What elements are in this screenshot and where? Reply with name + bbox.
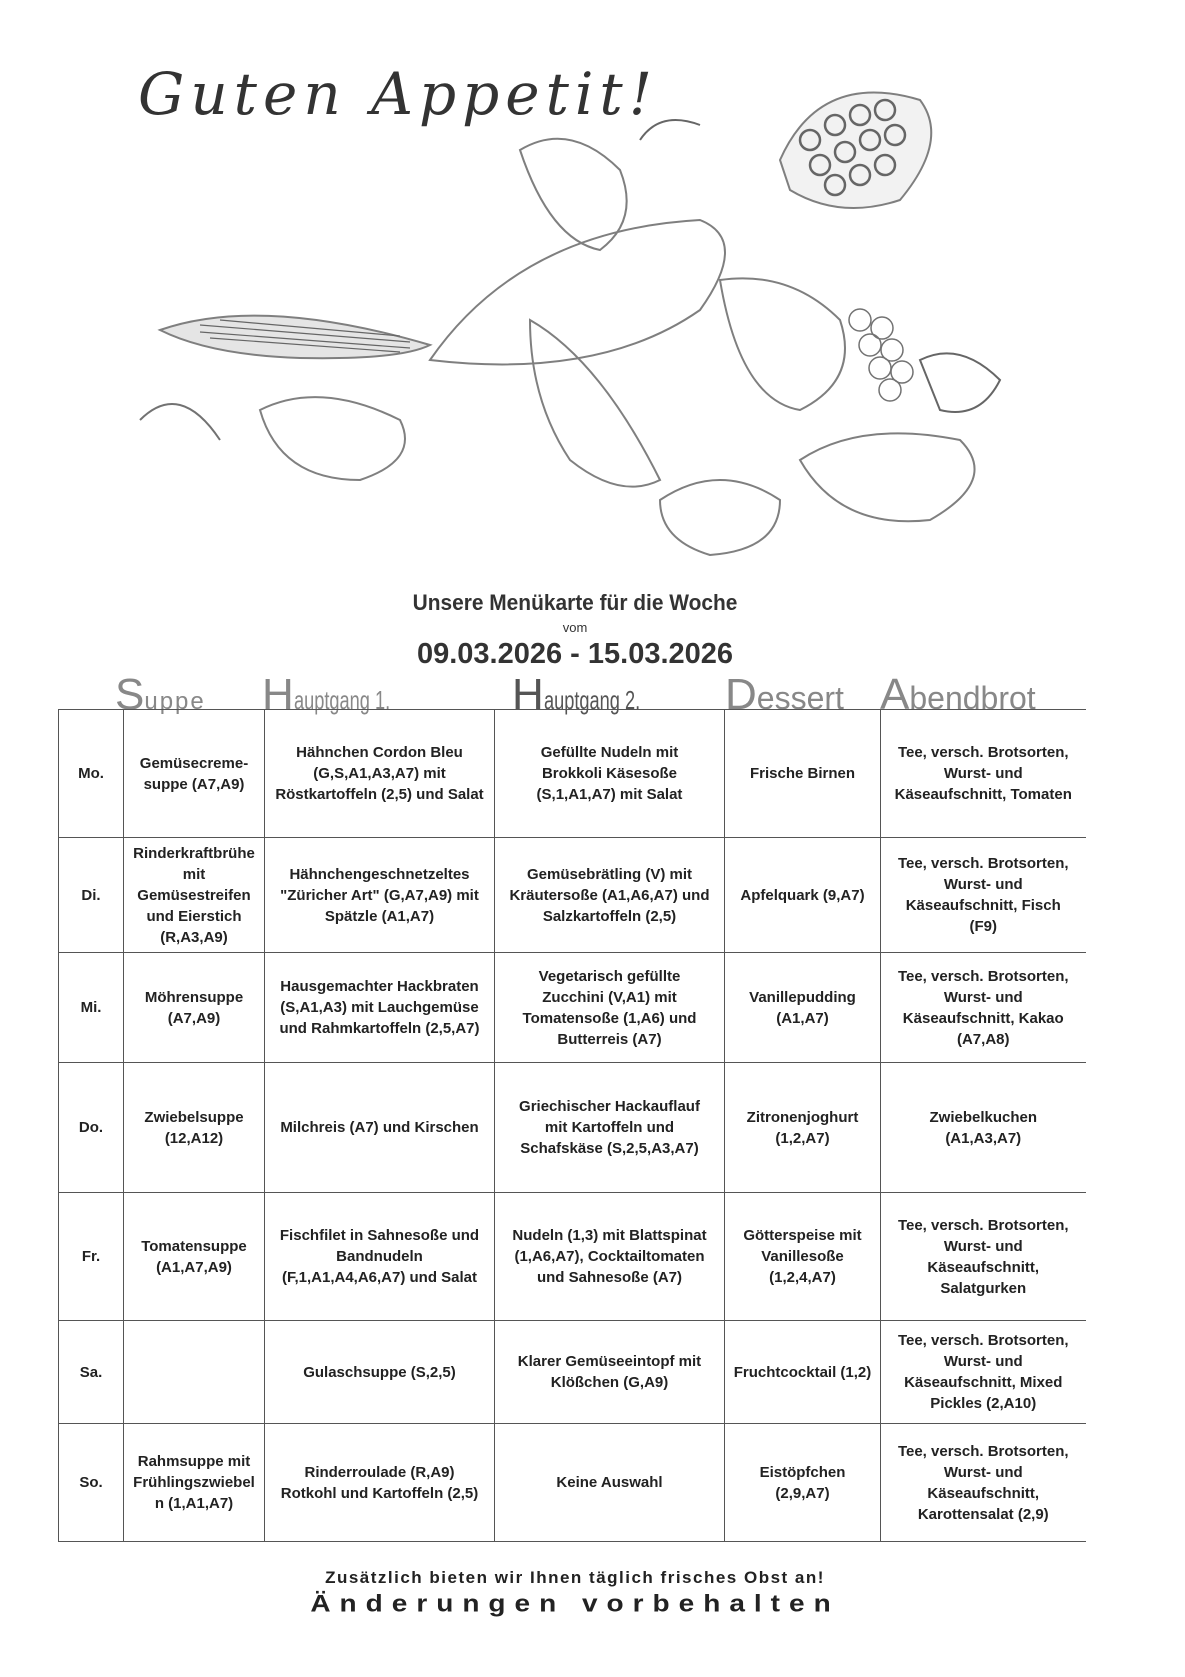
day-cell: Mi. (59, 953, 124, 1063)
table-row (59, 1063, 1086, 1193)
abendbrot-cell: Tee, versch. Brotsorten, Wurst- und Käseaufschnitt, Mixed Pickles (2,A10) (881, 1321, 1086, 1424)
day-cell: Mo. (59, 710, 124, 838)
haupt2-cell: Klarer Gemüseeintopf mit Klößchen (G,A9) (495, 1321, 725, 1424)
column-header-abendbrot: Abendbrot (880, 670, 1036, 719)
dessert-cell: Vanillepudding (A1,A7) (725, 953, 881, 1063)
table-row (59, 953, 1086, 1063)
column-header-dessert: Dessert (725, 670, 844, 719)
suppe-cell: Rahmsuppe mit Frühlingszwiebel n (1,A1,A7) (124, 1424, 265, 1542)
haupt2-cell: Keine Auswahl (495, 1424, 725, 1542)
dessert-cell: Frische Birnen (725, 710, 881, 838)
menu-table (58, 709, 1086, 1542)
abendbrot-cell: Tee, versch. Brotsorten, Wurst- und Käseaufschnitt, Karottensalat (2,9) (881, 1424, 1086, 1542)
haupt1-cell: Fischfilet in Sahnesoße und Bandnudeln (F,1,A1,A4,A6,A7) und Salat (265, 1193, 495, 1321)
suppe-cell: Gemüsecreme- suppe (A7,A9) (124, 710, 265, 838)
date-range: 09.03.2026 - 15.03.2026 (416, 638, 734, 670)
haupt1-cell: Hähnchen Cordon Bleu (G,S,A1,A3,A7) mit Röstkartoffeln (2,5) und Salat (265, 710, 495, 838)
day-cell: Do. (59, 1063, 124, 1193)
day-cell: Fr. (59, 1193, 124, 1321)
suppe-cell: Rinderkraftbrühe mit Gemüsestreifen und Eierstich (R,A3,A9) (124, 838, 265, 953)
table-row (59, 1193, 1086, 1321)
haupt2-cell: Gemüsebrätling (V) mit Kräutersoße (A1,A6,A7) und Salzkartoffeln (2,5) (495, 838, 725, 953)
haupt1-cell: Hähnchengeschnetzeltes "Züricher Art" (G,A7,A9) mit Spätzle (A1,A7) (265, 838, 495, 953)
dessert-cell: Eistöpfchen (2,9,A7) (725, 1424, 881, 1542)
disclaimer: Änderungen vorbehalten (310, 1590, 840, 1617)
table-row (59, 710, 1086, 838)
greeting-title: Guten Appetit! (138, 60, 659, 128)
haupt1-cell: Gulaschsuppe (S,2,5) (265, 1321, 495, 1424)
day-cell: Di. (59, 838, 124, 953)
dessert-cell: Fruchtcocktail (1,2) (725, 1321, 881, 1424)
haupt2-cell: Vegetarisch gefüllte Zucchini (V,A1) mit Tomatensoße (1,A6) und Butterreis (A7) (495, 953, 725, 1063)
suppe-cell: Möhrensuppe (A7,A9) (124, 953, 265, 1063)
column-header-hauptgang-1: Hauptgang 1. (262, 670, 390, 719)
menu-title: Unsere Menükarte für die Woche (412, 590, 738, 615)
suppe-cell (124, 1321, 265, 1424)
abendbrot-cell: Zwiebelkuchen (A1,A3,A7) (881, 1063, 1086, 1193)
dessert-cell: Zitronenjoghurt (1,2,A7) (725, 1063, 881, 1193)
vegetables-illustration-icon (100, 80, 1060, 570)
haupt2-cell: Gefüllte Nudeln mit Brokkoli Käsesoße (S,1,A1,A7) mit Salat (495, 710, 725, 838)
table-row (59, 838, 1086, 953)
abendbrot-cell: Tee, versch. Brotsorten, Wurst- und Käseaufschnitt, Kakao (A7,A8) (881, 953, 1086, 1063)
column-header-suppe: Suppe (115, 670, 206, 719)
haupt1-cell: Rinderroulade (R,A9) Rotkohl und Kartoffeln (2,5) (265, 1424, 495, 1542)
abendbrot-cell: Tee, versch. Brotsorten, Wurst- und Käseaufschnitt, Tomaten (881, 710, 1086, 838)
vom-label: vom (562, 620, 588, 635)
dessert-cell: Apfelquark (9,A7) (725, 838, 881, 953)
day-cell: So. (59, 1424, 124, 1542)
haupt2-cell: Griechischer Hackauflauf mit Kartoffeln und Schafskäse (S,2,5,A3,A7) (495, 1063, 725, 1193)
haupt2-cell: Nudeln (1,3) mit Blattspinat (1,A6,A7), Cocktailtomaten und Sahnesoße (A7) (495, 1193, 725, 1321)
abendbrot-cell: Tee, versch. Brotsorten, Wurst- und Käseaufschnitt, Salatgurken (881, 1193, 1086, 1321)
suppe-cell: Tomatensuppe (A1,A7,A9) (124, 1193, 265, 1321)
column-header-hauptgang-2: Hauptgang 2. (512, 670, 640, 719)
table-row (59, 1424, 1086, 1542)
day-cell: Sa. (59, 1321, 124, 1424)
fruit-note: Zusätzlich bieten wir Ihnen täglich frisches Obst an! (325, 1568, 825, 1587)
suppe-cell: Zwiebelsuppe (12,A12) (124, 1063, 265, 1193)
haupt1-cell: Milchreis (A7) und Kirschen (265, 1063, 495, 1193)
table-row (59, 1321, 1086, 1424)
dessert-cell: Götterspeise mit Vanillesoße (1,2,4,A7) (725, 1193, 881, 1321)
haupt1-cell: Hausgemachter Hackbraten (S,A1,A3) mit Lauchgemüse und Rahmkartoffeln (2,5,A7) (265, 953, 495, 1063)
abendbrot-cell: Tee, versch. Brotsorten, Wurst- und Käseaufschnitt, Fisch (F9) (881, 838, 1086, 953)
